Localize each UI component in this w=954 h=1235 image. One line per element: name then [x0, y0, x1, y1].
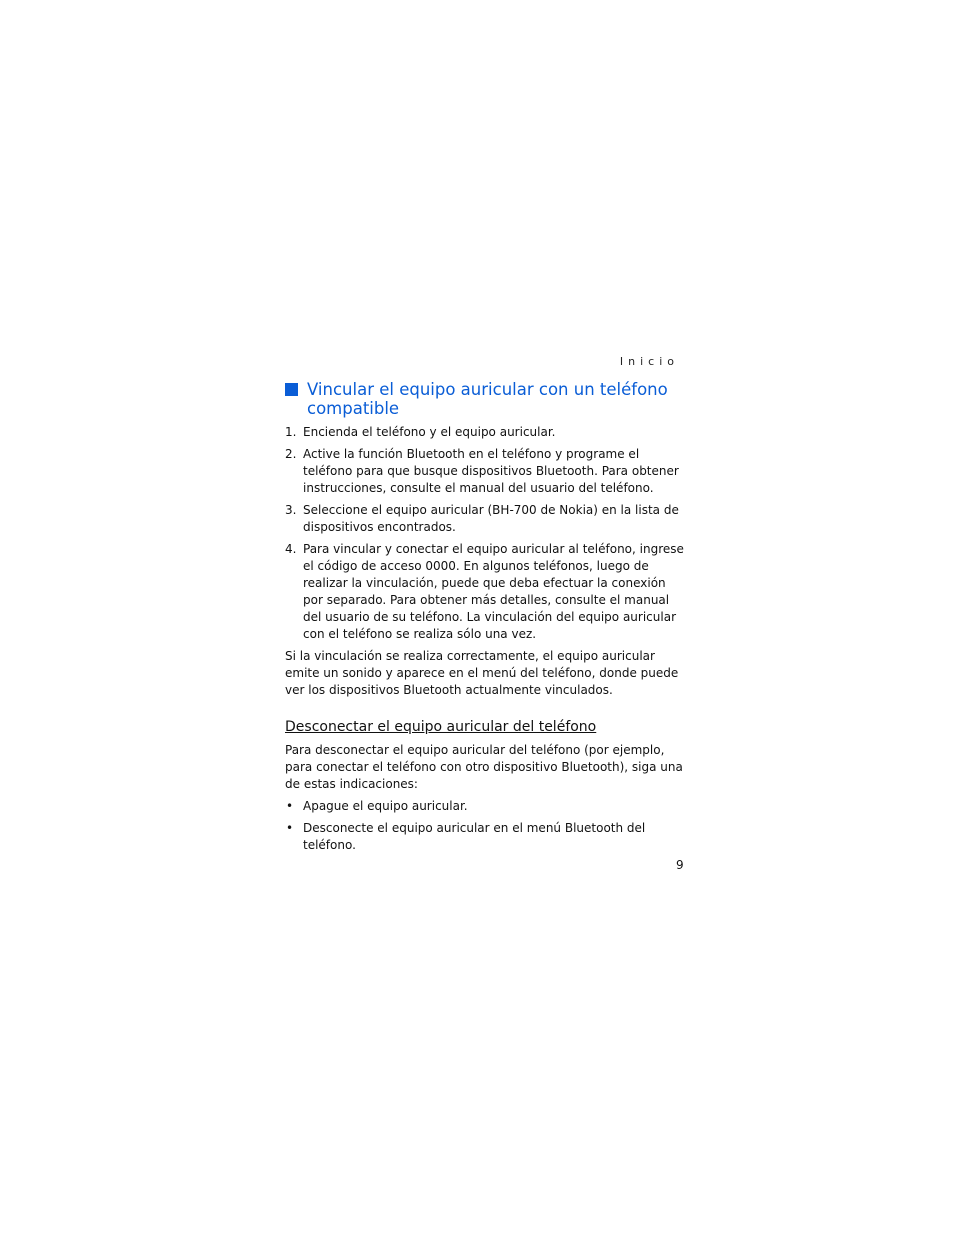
list-item: [285, 424, 685, 441]
step-number: 1.: [285, 425, 297, 439]
section-heading-line2: compatible: [307, 399, 400, 418]
list-item: [285, 798, 685, 815]
steps-list: [285, 424, 685, 643]
bullet-icon: •: [286, 799, 294, 813]
step-text: Seleccione el equipo auricular (BH-700 de Nokia) en la lista de dispositivos encontrados.: [303, 503, 679, 534]
subsection-intro: Para desconectar el equipo auricular del teléfono (por ejemplo, para conectar el teléfono con otro dispositivo Bluetooth), siga una de estas indicaciones:: [285, 743, 683, 791]
bullet-icon: •: [286, 821, 294, 835]
blue-square-icon: [285, 383, 298, 396]
step-text: Encienda el teléfono y el equipo auricular.: [303, 425, 556, 439]
list-item: [285, 820, 685, 854]
running-header: Inicio: [619, 355, 679, 368]
bullet-text: Apague el equipo auricular.: [303, 799, 468, 813]
step-number: 2.: [285, 447, 297, 461]
list-item: [285, 502, 685, 536]
step-number: 4.: [285, 542, 297, 556]
main-content: [285, 380, 685, 859]
step-text: Para vincular y conectar el equipo auricular al teléfono, ingrese el código de acceso 0000. En algunos teléfonos, luego de realizar la vinculación, puede que deba efectuar la conexión por separado. Para obtener más detalles, consulte el manual del usuario de su teléfono. La vinculación del equipo auricular con el teléfono se realiza sólo una vez.: [303, 542, 684, 641]
step-text: Active la función Bluetooth en el teléfono y programe el teléfono para que busque dispositivos Bluetooth. Para obtener instrucciones, consulte el manual del usuario del teléfono.: [303, 447, 679, 495]
bullet-text: Desconecte el equipo auricular en el menú Bluetooth del teléfono.: [303, 821, 646, 852]
page-number: 9: [676, 858, 684, 872]
list-item: [285, 446, 685, 497]
subsection-heading: Desconectar el equipo auricular del teléfono: [285, 719, 597, 735]
section-heading: [285, 380, 685, 418]
section-heading-line1: Vincular el equipo auricular con un teléfono: [307, 380, 668, 399]
bullet-list: [285, 798, 685, 854]
step-number: 3.: [285, 503, 297, 517]
section-paragraph: Si la vinculación se realiza correctamente, el equipo auricular emite un sonido y aparece en el menú del teléfono, donde puede ver los dispositivos Bluetooth actualmente vinculados.: [285, 649, 679, 697]
list-item: [285, 541, 685, 643]
